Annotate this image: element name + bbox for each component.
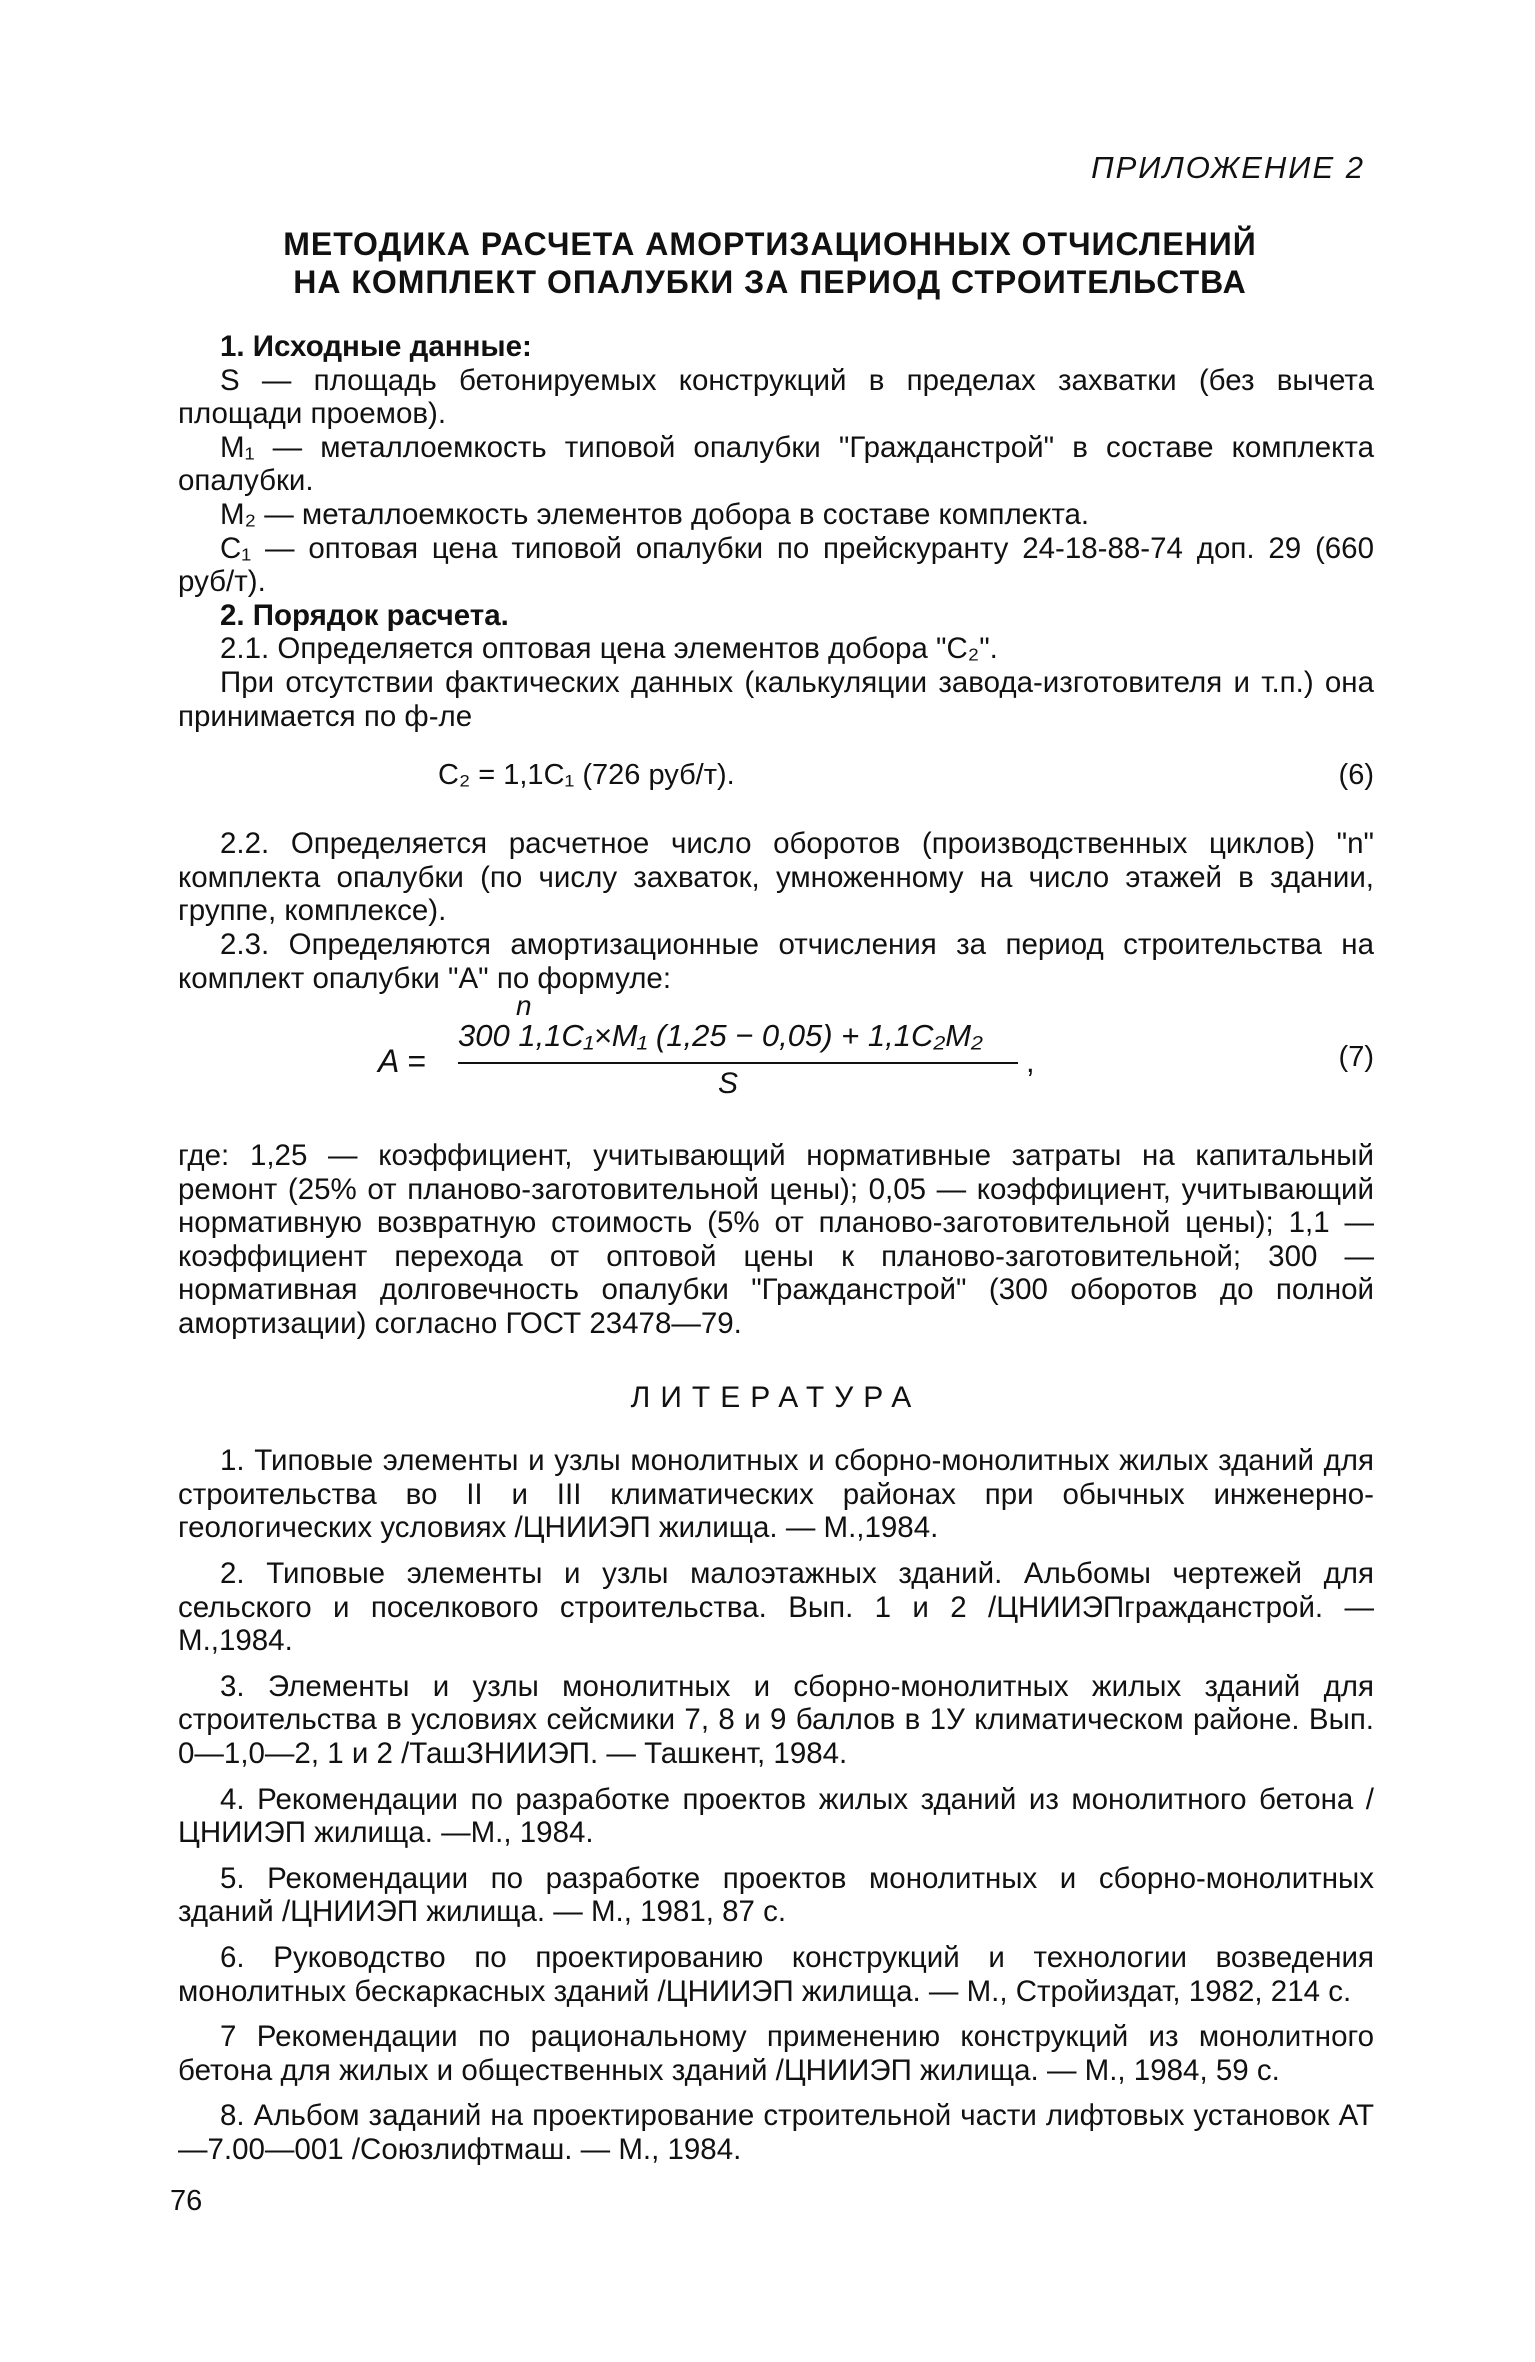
section-2-heading: 2. Порядок расчета. [220,598,509,632]
formula-7-fraction [458,990,1018,1115]
formula-6-expression: C₂ = 1,1C₁ (726 руб/т). [438,759,735,792]
formula-7 [178,990,1374,1125]
definition-m2: M₂ — металлоемкость элементов добора в составе комплекта. [220,497,1090,531]
formula-7-number: (7) [1338,1041,1374,1074]
formula-7-n: n [516,990,532,1022]
reference-item: 7 Рекомендации по рациональному применению конструкций из монолитного бетона для жилых и общественных зданий /ЦНИИЭП жилища. — М., 1984, 59 с. [178,2020,1374,2087]
formula-7-denominator: S [718,1067,739,1101]
formula-6 [178,749,1374,821]
reference-item: 6. Руководство по проектированию конструкций и технологии возведения монолитных бескаркасных зданий /ЦНИИЭП жилища. — М., Стройиздат, 1982, 214 с. [178,1940,1374,2008]
literature-heading: ЛИТЕРАТУРА [630,1380,922,1414]
formula-7-numerator: 300 1,1C₁×M₁ (1,25 − 0,05) + 1,1C₂M₂ [458,1018,983,1054]
reference-item: 3. Элементы и узлы монолитных и сборно-монолитных жилых зданий для строительства в условиях сейсмики 7, 8 и 9 баллов в 1У климатическом районе. Вып. 0—1,0—2, 1 и 2 /ТашЗНИИЭП. — Ташкент, 1984. [178,1669,1374,1770]
step-2-1-continued: При отсутствии фактических данных (калькуляции завода-изготовителя и т.п.) она принимается по ф-ле [178,665,1374,733]
fraction-bar [458,1062,1018,1064]
document-title [170,225,1370,301]
step-2-2: 2.2. Определяется расчетное число оборотов (производственных циклов) "n" комплекта опалубки (по числу захваток, умноженному на число этажей в здании, группе, комплексе). [178,827,1374,928]
reference-item: 5. Рекомендации по разработке проектов монолитных и сборно-монолитных зданий /ЦНИИЭП жилища. — М., 1981, 87 с. [178,1861,1374,1929]
formula-6-number: (6) [1338,759,1374,792]
definition-c1: C₁ — оптовая цена типовой опалубки по прейскуранту 24-18-88-74 доп. 29 (660 руб/т). [178,531,1374,599]
definition-m1: M₁ — металлоемкость типовой опалубки "Гражданстрой" в составе комплекта опалубки. [178,430,1374,498]
appendix-label: ПРИЛОЖЕНИЕ 2 [1091,150,1365,185]
step-2-3: 2.3. Определяются амортизационные отчисления за период строительства на комплект опалубки "А" по формуле: [178,927,1374,995]
definition-s: S — площадь бетонируемых конструкций в пределах захватки (без вычета площади проемов). [178,363,1374,431]
reference-item: 1. Типовые элементы и узлы монолитных и сборно-монолитных жилых зданий для строительства во II и III климатических районах при обычных инженерно-геологических условиях /ЦНИИЭП жилища. — М.,1984. [178,1444,1374,1545]
title-line-1: МЕТОДИКА РАСЧЕТА АМОРТИЗАЦИОННЫХ ОТЧИСЛЕНИЙ [283,226,1257,262]
reference-item: 2. Типовые элементы и узлы малоэтажных зданий. Альбомы чертежей для сельского и поселкового строительства. Вып. 1 и 2 /ЦНИИЭПгражданстрой. — М.,1984. [178,1557,1374,1658]
title-line-2: НА КОМПЛЕКТ ОПАЛУБКИ ЗА ПЕРИОД СТРОИТЕЛЬСТВА [293,264,1247,300]
formula-7-lhs: A = [378,1043,426,1080]
step-2-1: 2.1. Определяется оптовая цена элементов добора "C₂". [220,632,998,666]
page-number: 76 [170,2185,203,2217]
coefficients-explanation: где: 1,25 — коэффициент, учитывающий нормативные затраты на капитальный ремонт (25% от планово-заготовительной цены); 0,05 — коэффициент, учитывающий нормативную возвратную стоимость (5% от планово-заготовительной цены); 1,1 — коэффициент перехода от оптовой цены к планово-заготовительной; 300 — нормативная долговечность опалубки "Гражданстрой" (300 оборотов до полной амортизации) согласно ГОСТ 23478—79. [178,1139,1374,1341]
section-1-heading: 1. Исходные данные: [220,330,532,363]
reference-item: 8. Альбом заданий на проектирование строительной части лифтовых установок АТ—7.00—001 /Союзлифтмаш. — М., 1984. [178,2099,1374,2166]
formula-7-comma: , [1026,1044,1035,1080]
document-body [178,330,1374,2179]
reference-item: 4. Рекомендации по разработке проектов жилых зданий из монолитного бетона /ЦНИИЭП жилища. —М., 1984. [178,1782,1374,1850]
